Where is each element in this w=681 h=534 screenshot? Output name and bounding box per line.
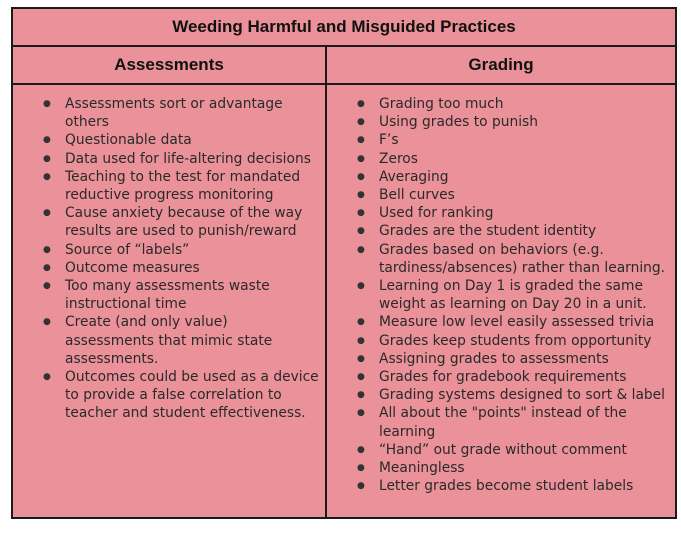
bullet-icon: ● [43, 99, 51, 109]
grading-list [327, 95, 675, 495]
list-item: ● Data used for life-altering decisions [43, 150, 311, 167]
bullet-icon: ● [357, 317, 365, 328]
bullet-icon: ● [357, 353, 365, 364]
list-item: ● Questionable data [43, 132, 192, 149]
list-item: ● Zeros [357, 150, 418, 167]
table-title: Weeding Harmful and Misguided Practices [13, 9, 675, 47]
bullet-icon: ● [357, 244, 365, 255]
list-item: ● Assessments sort or advantage others [43, 96, 283, 131]
bullet-icon: ● [357, 444, 365, 455]
practices-table [11, 7, 677, 519]
list-item: ● All about the "points" instead of the learning [357, 405, 627, 440]
list-item: ● Grading systems designed to sort & label [357, 387, 665, 404]
bullet-icon: ● [43, 372, 51, 383]
list-item: ● Using grades to punish [357, 114, 538, 131]
list-item: ● Grades are the student identity [357, 223, 597, 240]
list-item: ● Grades based on behaviors (e.g. tardiness/absences) rather than learning. [357, 241, 666, 276]
bullet-icon: ● [357, 135, 365, 146]
bullet-icon: ● [357, 372, 365, 383]
bullet-icon: ● [43, 262, 51, 273]
list-item: ● Bell curves [357, 187, 455, 204]
list-item: ● Meaningless [357, 460, 465, 477]
list-item: ● Source of “labels” [43, 241, 190, 258]
assessments-list [13, 95, 325, 423]
bullet-icon: ● [43, 171, 51, 182]
list-item: ● Teaching to the test for mandated reductive progress monitoring [43, 168, 301, 204]
header-row [13, 47, 675, 85]
bullet-icon: ● [357, 408, 365, 419]
bullet-icon: ● [357, 281, 365, 292]
list-item: ● Letter grades become student labels [357, 478, 634, 495]
grading-column [327, 85, 675, 517]
bullet-icon: ● [357, 190, 365, 201]
bullet-icon: ● [357, 171, 365, 182]
bullet-icon: ● [43, 153, 51, 164]
grading-header: Grading [468, 55, 534, 74]
list-item: ● F’s [357, 132, 399, 149]
bullet-icon: ● [357, 226, 365, 237]
list-item: ● Grading too much [357, 96, 504, 112]
bullet-icon: ● [43, 208, 51, 219]
list-item: ● Used for ranking [357, 205, 494, 222]
bullet-icon: ● [357, 335, 365, 346]
list-item: ● Too many assessments waste instructional time [43, 278, 270, 313]
list-item: ● Averaging [357, 168, 449, 185]
bullet-icon: ● [43, 244, 51, 255]
list-item: ● Learning on Day 1 is graded the same weight as learning on Day 20 in a unit. [357, 278, 647, 313]
bullet-icon: ● [43, 135, 51, 146]
bullet-icon: ● [357, 153, 365, 164]
list-item: ● Assigning grades to assessments [357, 350, 609, 367]
bullet-icon: ● [357, 463, 365, 474]
assessments-header: Assessments [114, 55, 224, 74]
bullet-icon: ● [357, 481, 365, 492]
bullet-icon: ● [357, 99, 365, 109]
bullet-icon: ● [43, 281, 51, 292]
list-item: ● Grades for gradebook requirements [357, 369, 627, 386]
list-item: ● Create (and only value) assessments that mimic state assessments. [43, 314, 273, 367]
bullet-icon: ● [43, 317, 51, 328]
list-item: ● Outcome measures [43, 259, 200, 276]
assessments-column [13, 85, 325, 517]
list-item: ● Grades keep students from opportunity [357, 332, 652, 349]
list-item: ● “Hand” out grade without comment [357, 441, 627, 458]
list-item: ● Measure low level easily assessed trivia [357, 314, 655, 331]
bullet-icon: ● [357, 117, 365, 128]
list-item: ● Outcomes could be used as a device to provide a false correlation to teacher and student effectiveness. [43, 369, 319, 422]
list-item: ● Cause anxiety because of the way results are used to punish/reward [43, 205, 303, 240]
bullet-icon: ● [357, 390, 365, 401]
bullet-icon: ● [357, 208, 365, 219]
